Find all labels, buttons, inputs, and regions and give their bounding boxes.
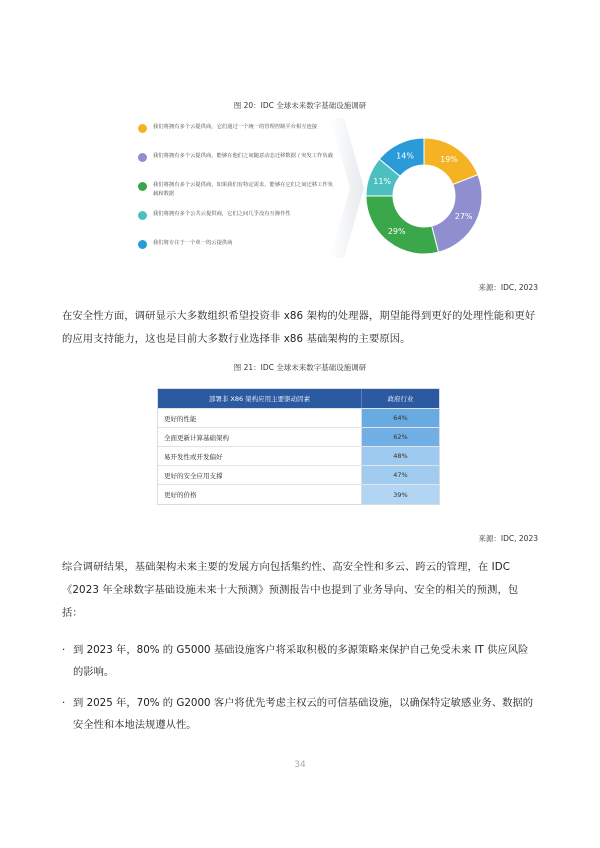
table-row xyxy=(158,409,439,428)
figure-20-title: 图 20：IDC 全球未来数字基础设施调研 xyxy=(233,101,367,110)
figure-21-source: 来源：IDC, 2023 xyxy=(478,534,538,543)
table-cell-factor: 更好的安全应用支撑 xyxy=(158,466,362,484)
table-row xyxy=(158,428,439,447)
donut-slice xyxy=(366,196,438,254)
legend-item xyxy=(138,181,338,210)
legend-dot-icon xyxy=(138,124,147,133)
table-cell-factor: 易开发性或开发偏好 xyxy=(158,447,362,465)
figure-20-source: 来源：IDC, 2023 xyxy=(478,283,538,292)
table-cell-factor: 更好的价格 xyxy=(158,485,362,504)
donut-slice-label: 29% xyxy=(387,227,406,237)
legend-dot-icon xyxy=(138,153,147,162)
paragraph: 综合调研结果，基础架构未来主要的发展方向包括集约性、高安全性和多云、跨云的管理，在 IDC《2023 年全球数字基础设施未来十大预测》预测报告中也提到了业务导向、安全的相关的预测，包括： xyxy=(62,561,519,619)
legend-item-text: 我们将专注于一个单一的云提供商 xyxy=(153,240,233,246)
list-item: · 到 2023 年，80% 的 G5000 基础设施客户将采取积极的多源策略来保护自己免受未来 IT 供应风险的影响。 xyxy=(62,639,538,683)
page-number: 34 xyxy=(294,760,306,770)
legend-item-text: 我们将拥有多个云提供商，能够在他们之间随意动态迁移数据 / 突发工作负载 xyxy=(153,153,333,159)
legend-dot-icon xyxy=(138,211,147,220)
table-cell-value: 48% xyxy=(362,447,439,465)
figure-21-title: 图 21：IDC 全球未来数字基础设施调研 xyxy=(233,363,367,372)
legend-item xyxy=(138,123,338,152)
table-cell-factor: 全面更新计算基础架构 xyxy=(158,428,362,446)
table-cell-value: 62% xyxy=(362,428,439,446)
donut-slice-label: 19% xyxy=(440,155,458,165)
bullet-list xyxy=(62,639,538,745)
donut-slice-label: 11% xyxy=(373,176,392,186)
table-header-industry: 政府行业 xyxy=(387,395,414,403)
drivers-table xyxy=(157,388,440,505)
paragraph: 在安全性方面，调研显示大多数组织希望投资非 x86 架构的处理器，期望能得到更好的处理性能和更好的应用支持能力，这也是目前大多数行业选择非 x86 基础架构的主要原因。 xyxy=(62,310,536,345)
figure-20-legend xyxy=(138,123,338,268)
legend-item-text: 我们将拥有多个云提供商，如果我们有特定需求，能够在它们之间迁移工作负载和数据 xyxy=(153,182,334,197)
donut-slice-label: 27% xyxy=(454,212,473,222)
table-cell-factor: 更好的性能 xyxy=(158,409,362,427)
chevron-arrow-icon xyxy=(330,118,364,258)
legend-item-text: 我们将拥有多个公共云提供商，它们之间几乎没有互操作性 xyxy=(153,211,291,217)
legend-item xyxy=(138,152,338,181)
legend-item xyxy=(138,239,338,268)
legend-dot-icon xyxy=(138,240,147,249)
table-cell-value: 47% xyxy=(362,466,439,484)
legend-dot-icon xyxy=(138,182,147,191)
legend-item xyxy=(138,210,338,239)
table-cell-value: 64% xyxy=(362,409,439,427)
table-row xyxy=(158,485,439,504)
table-header-factor: 部署非 X86 架构应用主要驱动因素 xyxy=(158,389,362,408)
table-cell-value: 39% xyxy=(362,485,439,504)
table-row xyxy=(158,447,439,466)
table-header-row xyxy=(158,389,439,409)
legend-item-text: 我们将拥有多个云提供商，它们通过一个统一的管理控制平台相互连接 xyxy=(153,124,318,130)
donut-slice-label: 14% xyxy=(396,151,414,161)
donut-chart xyxy=(364,136,484,256)
list-item: · 到 2025 年，70% 的 G2000 客户将优先考虑主权云的可信基础设施，以确保特定敏感业务、数据的安全性和本地法规遵从性。 xyxy=(62,692,538,736)
table-row xyxy=(158,466,439,485)
